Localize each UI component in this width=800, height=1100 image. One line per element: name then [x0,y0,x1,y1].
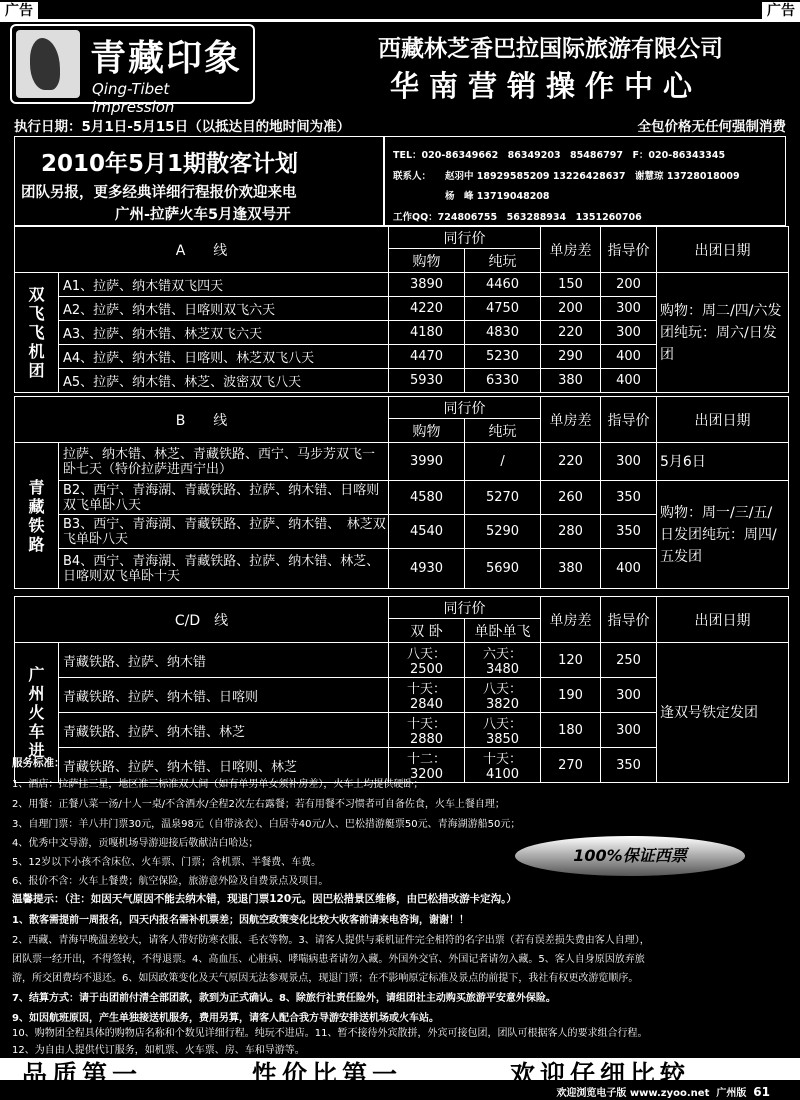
pure-price: 5290 [465,515,541,549]
depart-date-header: 出团日期 [657,597,789,643]
single-supplement: 380 [541,549,601,589]
single-supplement: 220 [541,443,601,481]
shop-price: 4540 [389,515,465,549]
pure-price: 4460 [465,273,541,297]
logo-chinese-text: 青藏印象 [90,37,243,79]
shop-price: 4930 [389,549,465,589]
guide-price: 250 [601,643,657,678]
single-room-header: 单房差 [541,397,601,443]
service-item: 4、优秀中文导游，贡嘎机场导游迎接后敬献洁白哈达； [12,838,259,849]
peer-price-header: 同行价 [389,397,541,419]
section-a-depart: 购物：周二/四/六发团纯玩：周六/日发团 [657,273,789,393]
footer-site: 欢迎浏览电子版 www.zyoo.net [556,1088,710,1099]
shop-price: 4220 [389,297,465,321]
no-forced-spending: 全包价格无任何强制消费 [637,119,786,135]
guide-price: 350 [601,481,657,515]
guide-price: 300 [601,297,657,321]
section-b-depart: 购物：周一/三/五/日发团纯玩：周四/五发团 [657,481,789,589]
guide-price: 400 [601,369,657,393]
single-supplement: 290 [541,345,601,369]
service-title: 服务标准： [12,757,65,769]
section-cd-title: C/D 线 [15,597,389,643]
single-berth-price: 八天：3850 [465,713,541,748]
double-berth-price: 八天：2500 [389,643,465,678]
shop-price: 4470 [389,345,465,369]
shop-price: 5930 [389,369,465,393]
guide-price: 350 [601,515,657,549]
double-berth-price: 十天：2880 [389,713,465,748]
guide-price-header: 指导价 [601,227,657,273]
tip-item: 9、如因航班原因，产生单独接送机服务，费用另算，请客人配合我方导游安排送机场或火车站。 [12,1013,439,1024]
contact-person-1: 赵羽中 18929585209 13226428637 谢慧琼 13728018009 [445,171,740,182]
plan-box [14,136,384,226]
shop-price: 4180 [389,321,465,345]
single-supplement: 220 [541,321,601,345]
single-berth-price: 八天：3820 [465,678,541,713]
route-name: 青藏铁路、拉萨、纳木错、林芝 [59,713,389,748]
single-supplement: 180 [541,713,601,748]
tip-item: 1、散客需提前一周报名，四天内报名需补机票差；因航空政策变化比较大收客前请来电咨询，谢谢！！ [12,915,469,926]
shop-price: 4580 [389,481,465,515]
tip-item: 10、购物团全程具体的购物店名称和个数见详细行程。纯玩不进店。11、暂不接待外宾散拼，外宾可接包团，团队可根据客人的要求组合行程。 [12,1028,648,1039]
guide-price: 400 [601,345,657,369]
plan-line2: 广州-拉萨火车5月逢双号开 [115,207,291,223]
pure-play-header: 纯玩 [465,419,541,443]
slogan-bar [0,1058,800,1089]
single-supplement: 190 [541,678,601,713]
guide-price-header: 指导价 [601,397,657,443]
depart-date-header: 出团日期 [657,397,789,443]
shop-price: 3990 [389,443,465,481]
peer-price-header: 同行价 [389,227,541,249]
peer-price-header: 同行价 [389,597,541,619]
ad-label-left: 广告 [0,2,38,20]
page-number: 61 [753,1085,770,1099]
footer-edition: 广州版 [716,1088,747,1099]
pure-price: 4750 [465,297,541,321]
shop-price: 3890 [389,273,465,297]
tip-item: 2、西藏、青海早晚温差较大，请客人带好防寒衣服、毛衣等物。3、请客人提供与乘机证件完全相符的名字出票（若有误差损失费由客人自理）， [12,935,650,946]
guide-price: 300 [601,713,657,748]
single-supplement: 150 [541,273,601,297]
company-name: 西藏林芝香巴拉国际旅游有限公司 [378,35,723,62]
contact-box [384,136,786,226]
plan-line1: 团队另报，更多经典详细行程报价欢迎来电 [21,185,297,201]
section-cd-table [14,596,789,783]
guide-price: 400 [601,549,657,589]
route-name: 青藏铁路、拉萨、纳木错 [59,643,389,678]
route-name: B2、西宁、青海湖、青藏铁路、拉萨、纳木错、日喀则双飞单卧八天 [59,481,389,515]
slogan-value: 性价比第一 [252,1060,403,1089]
shopping-header: 购物 [389,419,465,443]
brand-logo [10,24,255,116]
pure-price: 5230 [465,345,541,369]
section-cd-depart: 逢双号铁定发团 [657,643,789,783]
route-name: A3、拉萨、纳木错、林芝双飞六天 [59,321,389,345]
single-berth-price: 六天：3480 [465,643,541,678]
route-name: 青藏铁路、拉萨、纳木错、日喀则、林芝 [59,748,389,783]
section-b-first-depart: 5月6日 [657,443,789,481]
section-b-title: B 线 [15,397,389,443]
section-a-table [14,226,789,393]
single-supplement: 260 [541,481,601,515]
guide-price: 200 [601,273,657,297]
footer [556,1084,770,1099]
single-supplement: 270 [541,748,601,783]
section-cd-side-label: 广州火车进 [15,643,59,783]
route-name: B4、西宁、青海湖、青藏铁路、拉萨、纳木错、林芝、日喀则双飞单卧十天 [59,549,389,589]
pure-price: 4830 [465,321,541,345]
pure-price: 5690 [465,549,541,589]
pure-price: 5270 [465,481,541,515]
route-name: A2、拉萨、纳木错、日喀则双飞六天 [59,297,389,321]
operation-center: 华南营销操作中心 [390,69,703,103]
pure-price: 6330 [465,369,541,393]
guide-price: 300 [601,321,657,345]
service-item: 5、12岁以下小孩不含床位、火车票、门票；含机票、半餐费、车费。 [12,857,322,868]
single-supplement: 120 [541,643,601,678]
tips-title: 温馨提示：（注：如因天气原因不能去纳木错，现退门票120元。因巴松措景区维修，由巴松措改游卡定沟。） [12,893,517,905]
guide-price-header: 指导价 [601,597,657,643]
pure-price: / [465,443,541,481]
route-name: A5、拉萨、纳木错、林芝、波密双飞八天 [59,369,389,393]
guide-price: 350 [601,748,657,783]
single-supplement: 380 [541,369,601,393]
guarantee-banner: 100%保证西票 [515,836,745,876]
contact-person-2: 杨 峰 13719048208 [445,191,550,202]
route-name: 青藏铁路、拉萨、纳木错、日喀则 [59,678,389,713]
route-name: A4、拉萨、纳木错、日喀则、林芝双飞八天 [59,345,389,369]
pure-play-header: 纯玩 [465,249,541,273]
slogan-quality: 品质第一 [22,1060,143,1089]
double-berth-price: 十二：3200 [389,748,465,783]
route-name: 拉萨、纳木错、林芝、青藏铁路、西宁、马步芳双飞一卧七天（特价拉萨进西宁出） [59,443,389,481]
guide-price: 300 [601,678,657,713]
logo-mark-icon [16,30,80,98]
route-name: B3、西宁、青海湖、青藏铁路、拉萨、纳木错、 林芝双飞单卧八天 [59,515,389,549]
contact-qq: 工作QQ：724806755 563288934 1351260706 [393,212,642,223]
shopping-header: 购物 [389,249,465,273]
depart-date-header: 出团日期 [657,227,789,273]
service-item: 6、报价不含：火车上餐费；航空保险，旅游意外险及自费景点及项目。 [12,876,329,887]
single-berth-price: 十天：4100 [465,748,541,783]
single-room-header: 单房差 [541,597,601,643]
service-item: 1、酒店：拉萨挂三星，地区准三标准双人间（如有单男单女须补房差），火车上均提供硬卧； [12,779,424,790]
logo-english-text: Qing-Tibet Impression [92,80,175,116]
slogan-compare: 欢迎仔细比较 [510,1060,691,1089]
section-b-side-label: 青藏铁路 [15,443,59,589]
tip-item: 7、结算方式：请于出团前付清全部团款，款到为正式确认。8、除旅行社责任险外，请组团社主动购买旅游平安意外保险。 [12,993,556,1004]
contact-person-label: 联系人： [393,171,432,182]
section-a-title: A 线 [15,227,389,273]
guide-price: 300 [601,443,657,481]
single-berth-header: 单卧单飞 [465,619,541,643]
execution-date: 执行日期：5月1日-5月15日（以抵达目的地时间为准） [14,119,351,135]
service-item: 2、用餐：正餐八菜一汤/十人一桌/不含酒水/全程2次左右露餐；若有用餐不习惯者可自备佐食，火车上餐自理； [12,799,505,810]
section-b-table [14,396,789,589]
single-room-header: 单房差 [541,227,601,273]
top-rule [0,19,800,22]
tip-item: 团队票一经开出，不得签转，不得退票。4、高血压、心脏病、哮喘病患者请勿入藏。外国外交官、外国记者请勿入藏。5、客人自身原因放弃旅 [12,954,645,965]
double-berth-price: 十天：2840 [389,678,465,713]
ad-label-right: 广告 [762,2,800,20]
route-name: A1、拉萨、纳木错双飞四天 [59,273,389,297]
plan-title: 2010年5月1期散客计划 [41,151,299,177]
single-supplement: 280 [541,515,601,549]
tip-item: 12、为自由人提供代订服务，如机票、火车票、房、车和导游等。 [12,1045,305,1056]
service-item: 3、自理门票：羊八井门票30元，温泉98元（自带泳衣）、白居寺40元/人、巴松措游艇票50元、青海湖游船50元； [12,819,521,830]
double-berth-header: 双 卧 [389,619,465,643]
contact-tel: TEL：020-86349662 86349203 85486797 F：020-86343345 [393,150,726,161]
single-supplement: 200 [541,297,601,321]
section-a-side-label: 双飞飞机团 [15,273,59,393]
tip-item: 游，所交团费均不退还。6、如因政策变化及天气原因无法参观景点，现退门票；在不影响原定标准及景点的前提下，我社有权更改游览顺序。 [12,973,639,984]
